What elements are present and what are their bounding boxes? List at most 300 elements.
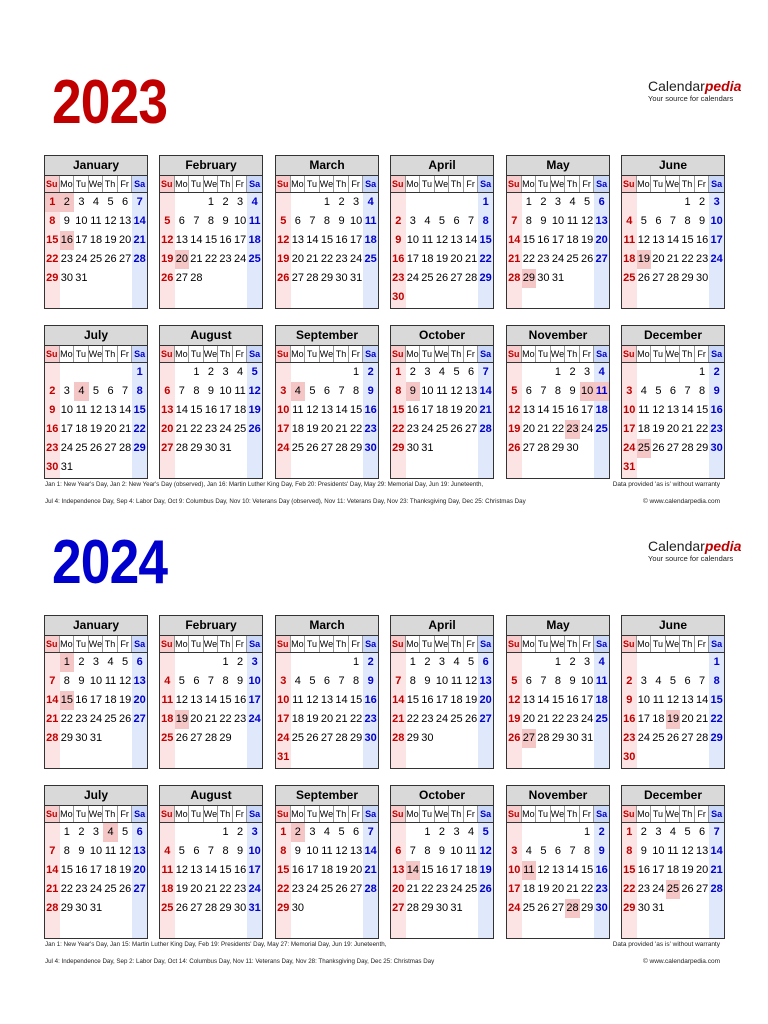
empty-cell: [695, 653, 710, 672]
day-cell: 20: [291, 253, 304, 265]
website-link[interactable]: © www.calendarpedia.com: [642, 958, 720, 965]
day-cell: 4: [251, 196, 258, 208]
empty-cell: [305, 193, 320, 212]
empty-cell: [666, 193, 681, 212]
empty-cell: [45, 823, 60, 842]
day-cell: 27: [133, 883, 146, 895]
day-cell: 20: [320, 423, 334, 435]
day-cell: 21: [204, 883, 218, 895]
week-row: [160, 363, 262, 382]
day-cell: 20: [666, 423, 680, 435]
day-cell: 15: [695, 404, 709, 416]
day-cell: 18: [595, 404, 608, 416]
month-july: [44, 325, 148, 479]
empty-cell: [666, 653, 681, 672]
weekday-label: Th: [565, 346, 580, 362]
weekday-label: Sa: [247, 346, 262, 362]
brand-name: [648, 78, 742, 94]
day-cell: 6: [294, 215, 301, 227]
day-cell: 20: [349, 864, 363, 876]
empty-cell: [305, 653, 320, 672]
day-cell: 15: [60, 864, 73, 876]
day-cell: 24: [75, 253, 88, 265]
weekday-label: Su: [391, 346, 406, 362]
weekday-header: [391, 806, 493, 823]
day-cell: 22: [219, 883, 232, 895]
weekday-label: Sa: [709, 176, 724, 192]
day-cell: 1: [60, 653, 75, 672]
day-cell: 29: [60, 732, 73, 744]
weekday-label: Th: [334, 636, 349, 652]
day-cell: 24: [248, 883, 261, 895]
day-cell: 12: [175, 694, 188, 706]
day-cell: 17: [277, 713, 290, 725]
day-cell: 1: [525, 196, 532, 208]
day-cell: 30: [566, 732, 579, 744]
weekday-label: Fr: [349, 636, 364, 652]
day-cell: 19: [666, 710, 681, 729]
empty-cell: [522, 823, 537, 842]
day-cell: 26: [537, 902, 550, 914]
week-row: [45, 250, 147, 269]
day-cell: 30: [435, 902, 449, 914]
day-cell: 1: [482, 196, 489, 208]
day-cell: 19: [277, 253, 290, 265]
day-cell: 13: [666, 404, 680, 416]
month-january: [44, 155, 148, 309]
day-cell: 20: [190, 883, 203, 895]
day-cell: 27: [464, 423, 478, 435]
day-cell: 24: [652, 883, 665, 895]
day-cell: 4: [294, 675, 301, 687]
day-cell: 8: [424, 845, 431, 857]
month-name: April: [391, 616, 493, 636]
day-cell: 12: [175, 864, 188, 876]
day-cell: 31: [551, 272, 565, 284]
day-cell: 11: [450, 675, 463, 687]
weekday-label: Su: [276, 806, 291, 822]
day-cell: 3: [78, 196, 85, 208]
week-row: [507, 861, 609, 880]
weekday-label: Su: [507, 636, 522, 652]
week-row: [45, 899, 147, 918]
week-row: [507, 193, 609, 212]
day-cell: 30: [710, 442, 723, 454]
month-name: June: [622, 616, 724, 636]
empty-cell: [522, 363, 537, 382]
day-cell: 19: [175, 710, 190, 729]
day-cell: 16: [566, 404, 579, 416]
day-cell: 17: [89, 694, 103, 706]
day-cell: 8: [699, 385, 706, 397]
day-cell: 28: [204, 902, 218, 914]
day-cell: 27: [118, 253, 132, 265]
day-cell: 10: [637, 694, 650, 706]
day-cell: 26: [508, 442, 521, 454]
day-cell: 26: [306, 732, 319, 744]
empty-cell: [536, 363, 551, 382]
day-cell: 3: [353, 196, 360, 208]
empty-cell: [565, 823, 580, 842]
weekday-label: Su: [160, 636, 175, 652]
day-grid: [507, 653, 609, 769]
empty-cell: [334, 899, 349, 918]
week-row: [276, 193, 378, 212]
day-cell: 2: [49, 385, 56, 397]
day-cell: 24: [551, 253, 565, 265]
day-cell: 14: [46, 864, 59, 876]
day-cell: 11: [638, 404, 650, 416]
weekday-header: [160, 176, 262, 193]
day-cell: 20: [175, 250, 190, 269]
month-name: May: [507, 156, 609, 176]
empty-cell: [709, 748, 724, 767]
weekday-label: Sa: [132, 636, 147, 652]
week-row: [276, 672, 378, 691]
week-row: [391, 250, 493, 269]
empty-cell: [118, 363, 133, 382]
day-cell: 3: [251, 826, 258, 838]
day-cell: 13: [681, 694, 694, 706]
week-row: [276, 748, 378, 767]
day-cell: 13: [320, 694, 334, 706]
weekday-label: Tu: [74, 636, 89, 652]
day-cell: 28: [204, 732, 218, 744]
day-cell: 30: [537, 272, 550, 284]
day-cell: 25: [637, 439, 652, 458]
day-cell: 17: [508, 883, 521, 895]
day-cell: 4: [626, 215, 633, 227]
day-cell: 9: [598, 845, 605, 857]
day-cell: 18: [75, 423, 88, 435]
month-march: [275, 615, 379, 769]
day-cell: 28: [364, 883, 377, 895]
month-june: [621, 155, 725, 309]
day-cell: 13: [595, 215, 608, 227]
weekday-label: Tu: [305, 346, 320, 362]
day-cell: 28: [537, 442, 550, 454]
day-cell: 18: [161, 883, 174, 895]
day-cell: 2: [222, 196, 229, 208]
day-cell: 14: [537, 404, 550, 416]
day-grid: [276, 653, 378, 769]
day-cell: 7: [684, 385, 691, 397]
year-section-2023: [0, 0, 768, 505]
day-cell: 13: [104, 404, 117, 416]
day-cell: 24: [60, 442, 73, 454]
weekday-header: [507, 346, 609, 363]
day-cell: 19: [118, 864, 132, 876]
week-row: [276, 250, 378, 269]
empty-cell: [680, 748, 695, 767]
week-row: [391, 269, 493, 288]
day-cell: 7: [468, 215, 475, 227]
day-cell: 25: [233, 423, 247, 435]
week-row: [45, 420, 147, 439]
empty-cell: [507, 363, 522, 382]
week-row: [622, 401, 724, 420]
empty-cell: [651, 363, 666, 382]
weekday-label: Fr: [695, 346, 710, 362]
empty-cell: [233, 729, 248, 748]
empty-cell: [666, 899, 681, 918]
week-row: [45, 363, 147, 382]
day-cell: 28: [681, 442, 694, 454]
day-cell: 16: [695, 234, 709, 246]
week-row: [45, 653, 147, 672]
weekday-label: We: [435, 806, 450, 822]
empty-cell: [334, 653, 349, 672]
weekday-label: Tu: [536, 806, 551, 822]
day-cell: 5: [482, 826, 489, 838]
day-cell: 21: [392, 713, 405, 725]
day-cell: 6: [669, 385, 677, 397]
empty-cell: [695, 748, 710, 767]
day-cell: 8: [584, 845, 591, 857]
day-cell: 12: [118, 845, 132, 857]
day-cell: 18: [666, 864, 680, 876]
month-august: [159, 325, 263, 479]
day-cell: 16: [623, 713, 636, 725]
website-link[interactable]: © www.calendarpedia.com: [642, 498, 720, 505]
day-cell: 21: [175, 423, 188, 435]
day-cell: 18: [248, 234, 261, 246]
weekday-label: We: [551, 346, 566, 362]
day-cell: 7: [482, 366, 489, 378]
month-name: September: [276, 786, 378, 806]
day-cell: 26: [681, 883, 694, 895]
day-cell: 19: [118, 694, 132, 706]
weekday-label: Th: [680, 636, 695, 652]
day-cell: 12: [479, 845, 492, 857]
empty-cell: [464, 288, 479, 307]
week-row: [391, 861, 493, 880]
day-cell: 16: [233, 694, 247, 706]
day-cell: 1: [45, 193, 60, 212]
day-cell: 3: [626, 385, 633, 397]
weekday-header: [391, 636, 493, 653]
day-cell: 15: [320, 234, 334, 246]
day-cell: 15: [421, 864, 434, 876]
day-cell: 11: [465, 845, 477, 857]
day-cell: 20: [133, 694, 146, 706]
day-cell: 14: [204, 864, 218, 876]
week-row: [507, 401, 609, 420]
day-cell: 19: [508, 423, 521, 435]
day-cell: 15: [681, 234, 694, 246]
day-cell: 7: [207, 675, 215, 687]
day-cell: 11: [161, 864, 174, 876]
week-row: [45, 193, 147, 212]
weekday-label: Mo: [522, 806, 537, 822]
empty-cell: [204, 269, 219, 288]
day-cell: 9: [207, 385, 215, 397]
empty-cell: [420, 193, 435, 212]
day-cell: 4: [669, 826, 677, 838]
day-cell: 6: [684, 675, 691, 687]
day-cell: 23: [60, 253, 73, 265]
day-cell: 22: [681, 253, 694, 265]
empty-cell: [189, 823, 204, 842]
day-cell: 18: [291, 423, 304, 435]
day-cell: 13: [392, 864, 405, 876]
day-cell: 10: [248, 675, 261, 687]
day-cell: 24: [623, 442, 636, 454]
week-row: [391, 880, 493, 899]
day-cell: 18: [104, 864, 117, 876]
day-cell: 13: [175, 234, 188, 246]
day-cell: 27: [595, 253, 608, 265]
day-cell: 19: [306, 423, 319, 435]
month-july: [44, 785, 148, 939]
day-cell: 26: [306, 442, 319, 454]
day-cell: 19: [479, 864, 492, 876]
empty-cell: [334, 748, 349, 767]
day-cell: 6: [193, 845, 200, 857]
empty-cell: [160, 193, 175, 212]
day-cell: 7: [207, 845, 215, 857]
day-cell: 8: [554, 675, 562, 687]
week-row: [507, 269, 609, 288]
empty-cell: [680, 653, 695, 672]
month-february: [159, 615, 263, 769]
weekday-label: Fr: [233, 346, 248, 362]
weekday-label: Sa: [478, 636, 493, 652]
weekday-label: We: [666, 806, 681, 822]
day-cell: 11: [90, 215, 102, 227]
weekday-label: Th: [449, 176, 464, 192]
day-cell: 17: [652, 864, 665, 876]
day-cell: 3: [655, 826, 662, 838]
day-cell: 6: [468, 366, 475, 378]
day-cell: 22: [551, 423, 565, 435]
empty-cell: [637, 653, 652, 672]
weekday-label: Tu: [74, 346, 89, 362]
day-cell: 13: [190, 694, 203, 706]
week-row: [622, 899, 724, 918]
day-cell: 11: [234, 385, 246, 397]
month-name: May: [507, 616, 609, 636]
weekday-label: Sa: [709, 806, 724, 822]
week-row: [160, 729, 262, 748]
week-row: [160, 861, 262, 880]
day-cell: 9: [569, 675, 576, 687]
week-row: [45, 823, 147, 842]
weekday-label: Th: [680, 176, 695, 192]
weekday-label: We: [320, 176, 335, 192]
day-cell: 3: [438, 656, 446, 668]
week-row: [391, 691, 493, 710]
day-cell: 8: [49, 215, 56, 227]
day-cell: 16: [233, 864, 247, 876]
weekday-label: Mo: [637, 346, 652, 362]
day-cell: 22: [580, 883, 594, 895]
day-cell: 1: [554, 366, 562, 378]
weekday-label: Tu: [305, 636, 320, 652]
day-cell: 17: [248, 864, 261, 876]
day-cell: 8: [482, 215, 489, 227]
weekday-label: Fr: [464, 806, 479, 822]
weekday-label: Su: [622, 176, 637, 192]
day-cell: 3: [92, 656, 100, 668]
empty-cell: [680, 899, 695, 918]
day-cell: 25: [464, 883, 478, 895]
day-cell: 25: [566, 253, 579, 265]
day-cell: 12: [508, 404, 521, 416]
day-cell: 1: [136, 366, 143, 378]
month-october: [390, 325, 494, 479]
day-cell: 23: [595, 883, 608, 895]
day-cell: 15: [349, 694, 363, 706]
brand-name-main: Calendar: [648, 538, 705, 554]
day-cell: 26: [464, 713, 478, 725]
day-grid: [160, 653, 262, 769]
empty-cell: [391, 193, 406, 212]
weekday-label: Fr: [695, 636, 710, 652]
day-grid: [622, 823, 724, 939]
weekday-label: Tu: [420, 806, 435, 822]
weekday-label: Tu: [651, 346, 666, 362]
weekday-label: Th: [680, 346, 695, 362]
week-row: [622, 420, 724, 439]
weekday-label: Tu: [651, 176, 666, 192]
day-cell: 13: [522, 694, 535, 706]
day-cell: 17: [623, 423, 636, 435]
day-cell: 13: [479, 675, 492, 687]
day-cell: 3: [280, 385, 287, 397]
day-cell: 5: [584, 196, 591, 208]
day-cell: 22: [421, 883, 434, 895]
day-cell: 17: [551, 234, 565, 246]
weekday-label: Sa: [247, 806, 262, 822]
week-row: [622, 653, 724, 672]
empty-cell: [507, 823, 522, 842]
weekday-label: Tu: [536, 346, 551, 362]
day-cell: 4: [569, 196, 576, 208]
day-cell: 7: [713, 826, 720, 838]
day-cell: 31: [450, 902, 463, 914]
day-cell: 28: [190, 272, 203, 284]
day-cell: 20: [681, 713, 694, 725]
empty-cell: [175, 193, 190, 212]
week-row: [622, 748, 724, 767]
empty-cell: [478, 439, 493, 458]
brand-logo: [648, 538, 742, 563]
month-april: [390, 155, 494, 309]
day-cell: 12: [248, 385, 261, 397]
day-cell: 31: [60, 461, 73, 473]
empty-cell: [391, 823, 406, 842]
day-cell: 28: [133, 253, 146, 265]
day-cell: 1: [409, 656, 416, 668]
day-cell: 7: [49, 675, 56, 687]
day-cell: 6: [178, 215, 185, 227]
empty-cell: [291, 653, 306, 672]
empty-cell: [132, 269, 147, 288]
day-cell: 19: [508, 713, 521, 725]
day-cell: 5: [640, 215, 647, 227]
day-cell: 5: [122, 826, 129, 838]
brand-tagline: Your source for calendars: [648, 554, 734, 563]
day-cell: 19: [104, 234, 117, 246]
week-row: [276, 382, 378, 401]
day-cell: 8: [222, 675, 229, 687]
week-row: [622, 672, 724, 691]
empty-cell: [320, 748, 335, 767]
day-cell: 10: [277, 694, 290, 706]
day-cell: 14: [46, 694, 59, 706]
day-cell: 8: [280, 845, 287, 857]
